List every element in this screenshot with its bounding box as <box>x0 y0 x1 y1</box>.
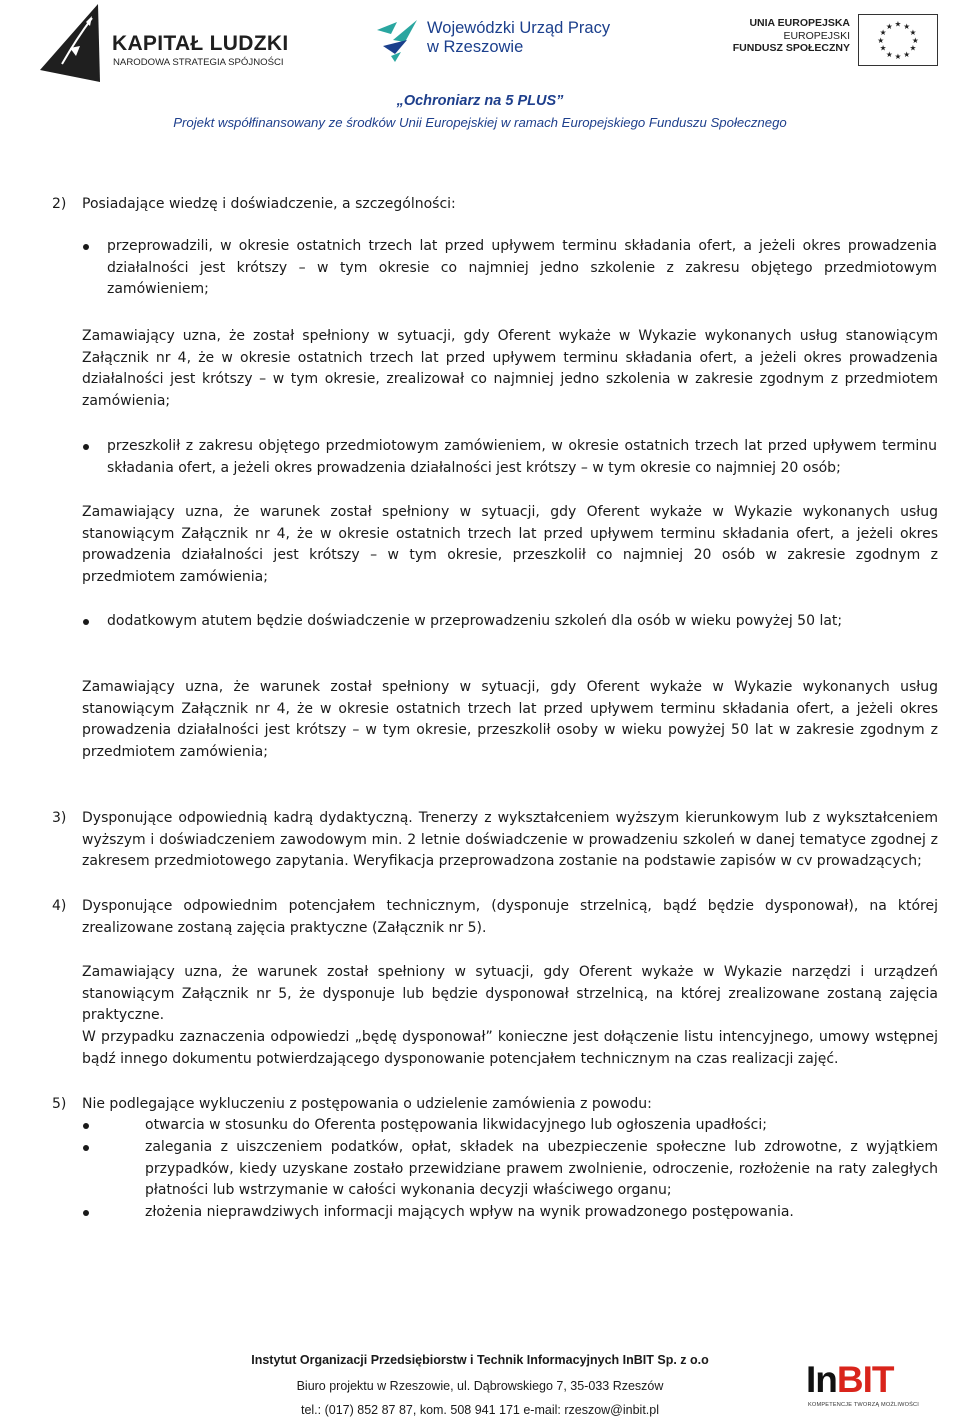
bullet-icon <box>83 444 89 450</box>
wup-rzeszow-logo <box>373 10 663 70</box>
inbit-logo <box>806 1360 924 1416</box>
svg-text:★: ★ <box>885 49 893 59</box>
eu-line1: UNIA EUROPEJSKA <box>749 17 850 29</box>
section-2-bullet-1: przeprowadzili, w okresie ostatnich trzech lat przed upływem terminu składania ofert, a jeżeli okres prowadzenia działalności jest krótszy – w tym okresie co najmniej jedno szkolenie z zakresu objętego przedmiotowym zamówieniem; <box>107 238 937 298</box>
section-3-number: 3) <box>52 810 67 826</box>
svg-text:★: ★ <box>894 52 902 62</box>
section-2-number: 2) <box>52 196 67 212</box>
project-name: „Ochroniarz na 5 PLUS” <box>396 93 564 109</box>
section-4-paragraph-1: Zamawiający uzna, że warunek został spełniony w sytuacji, gdy Oferent wykaże w Wykazie narzędzi i urządzeń stanowiącym Załącznik nr 5, że dysponuje lub będzie dysponował strzelnicą, na której zrealizowane zostaną zajęcia praktyczne. <box>82 964 938 1024</box>
bullet-icon <box>83 1210 89 1216</box>
section-5-number: 5) <box>52 1096 67 1112</box>
svg-text:★: ★ <box>909 43 917 53</box>
bullet-icon <box>83 619 89 625</box>
footer-address: Biuro projektu w Rzeszowie, ul. Dąbrowskiego 7, 35-033 Rzeszów <box>296 1379 664 1393</box>
section-5-item: otwarcia w stosunku do Oferenta postępowania likwidacyjnego lub ogłoszenia upadłości; <box>145 1117 767 1133</box>
svg-text:★: ★ <box>877 35 885 45</box>
footer-contact: tel.: (017) 852 87 87, kom. 508 941 171 e-mail: rzeszow@inbit.pl <box>300 1403 660 1417</box>
bullet-icon <box>83 1145 89 1151</box>
project-subtitle: Projekt współfinansowany ze środków Unii Europejskiej w ramach Europejskiego Funduszu Społecznego <box>173 115 787 130</box>
inbit-wordmark <box>806 1360 894 1400</box>
section-2-paragraph-1: Zamawiający uzna, że został spełniony w sytuacji, gdy Oferent wykaże w Wykazie wykonanych usług stanowiącym Załącznik nr 4, że w okresie ostatnich trzech lat przed upływem terminu składania ofert, a jeżeli okres prowadzenia działalności jest krótszy – w tym okresie, zrealizował co najmniej jedno szkolenia w zakresie zgodnym z przedmiotem zamówienia; <box>82 328 938 409</box>
section-4-text: Dysponujące odpowiednim potencjałem technicznym, (dysponuje strzelnicą, bądź będzie dysponował), na której zrealizowane zostaną zajęcia praktyczne (Załącznik nr 5). <box>82 898 938 936</box>
section-5-item: zalegania z uiszczeniem podatków, opłat, składek na ubezpieczenie społeczne lub zdrowotne, z wyjątkiem przypadków, kiedy uzyskane zostało przewidziane prawem zwolnienie, odroczenie, rozłożenie na raty zaległych płatności lub wstrzymanie w całości wykonania decyzji właściwego organu; <box>145 1139 938 1199</box>
bullet-icon <box>83 1123 89 1129</box>
inbit-wordmark-bit: BIT <box>836 1359 894 1400</box>
page-header <box>0 0 960 140</box>
svg-text:★: ★ <box>911 35 919 45</box>
wup-title-line2: w Rzeszowie <box>427 38 524 56</box>
svg-text:★: ★ <box>894 19 902 29</box>
svg-text:★: ★ <box>903 49 911 59</box>
wup-title-line1: Wojewódzki Urząd Pracy <box>427 19 611 37</box>
eu-flag-icon <box>858 14 938 66</box>
section-5-item: złożenia nieprawdziwych informacji mających wpływ na wynik prowadzonego postępowania. <box>145 1204 794 1220</box>
svg-text:★: ★ <box>879 43 887 53</box>
section-2-paragraph-2: Zamawiający uzna, że warunek został spełniony w sytuacji, gdy Oferent wykaże w Wykazie wykonanych usług stanowiącym Załącznik nr 4, że w okresie ostatnich trzech lat przed upływem terminu składania ofert, a jeżeli okres prowadzenia działalności jest krótszy – w tym okresie, przeszkolił co najmniej 20 osób w zakresie zgodnym z przedmiotem zamówienia; <box>82 504 938 585</box>
svg-text:★: ★ <box>909 28 917 38</box>
section-3-text: Dysponujące odpowiednią kadrą dydaktyczną. Trenerzy z wykształceniem wyższym kierunkowym lub z wykształceniem wyższym i doświadczeniem zawodowym min. 2 letnie doświadczenie w prowadzeniu szkoleń w danej tematyce zgodnej z zakresem przedmiotowego zapytania. Weryfikacja przeprowadzona zostanie na podstawie zapisów w cv prowadzących; <box>82 810 938 870</box>
svg-text:★: ★ <box>903 21 911 31</box>
eu-text <box>733 17 850 55</box>
inbit-wordmark-in: In <box>806 1359 837 1400</box>
kapital-ludzki-title: KAPITAŁ LUDZKI <box>112 32 289 55</box>
eu-line3: FUNDUSZ SPOŁECZNY <box>732 42 850 54</box>
inbit-tagline: KOMPETENCJE TWORZĄ MOŻLIWOŚCI <box>808 1402 920 1408</box>
section-5-title: Nie podlegające wykluczeniu z postępowania o udzielenie zamówienia z powodu: <box>82 1096 652 1112</box>
eu-line2: EUROPEJSKI <box>783 29 850 42</box>
kapital-ludzki-logo <box>40 4 310 86</box>
svg-text:★: ★ <box>879 28 887 38</box>
section-2-paragraph-3: Zamawiający uzna, że warunek został spełniony w sytuacji, gdy Oferent wykaże w Wykazie wykonanych usług stanowiącym Załącznik nr 4, że w okresie ostatnich trzech lat przed upływem terminu składania ofert, a jeżeli okres prowadzenia działalności jest krótszy – w tym okresie, przeszkolił osoby w wieku powyżej 50 lat w zakresie zgodnym z przedmiotem zamówienia; <box>82 679 938 760</box>
section-4-paragraph-2: W przypadku zaznaczenia odpowiedzi „będę dysponował” konieczne jest dołączenie listu intencyjnego, umowy wstępnej bądź innego dokumentu potwierdzającego dysponowanie potencjałem technicznym na czas realizacji zajęć. <box>82 1029 938 1067</box>
section-2-title: Posiadające wiedzę i doświadczenie, a szczególności: <box>82 196 456 212</box>
section-2-bullet-3: dodatkowym atutem będzie doświadczenie w przeprowadzeniu szkoleń dla osób w wieku powyżej 50 lat; <box>107 613 843 629</box>
section-2-bullet-2: przeszkolił z zakresu objętego przedmiotowym zamówieniem, w okresie ostatnich trzech lat przed upływem terminu składania ofert, a jeżeli okres prowadzenia działalności jest krótszy – w tym okresie co najmniej 20 osób; <box>107 438 937 476</box>
page-footer <box>0 1340 960 1418</box>
eu-esf-logo <box>732 14 938 66</box>
kapital-ludzki-subtitle: NARODOWA STRATEGIA SPÓJNOŚCI <box>113 57 284 68</box>
wup-title <box>427 19 610 57</box>
kapital-ludzki-emblem-icon <box>40 4 108 84</box>
wup-emblem-icon <box>373 12 423 64</box>
svg-text:★: ★ <box>885 21 893 31</box>
bullet-icon <box>83 244 89 250</box>
footer-company-name: Instytut Organizacji Przedsiębiorstw i Technik Informacyjnych InBIT Sp. z o.o <box>251 1353 709 1367</box>
section-4-number: 4) <box>52 898 67 914</box>
